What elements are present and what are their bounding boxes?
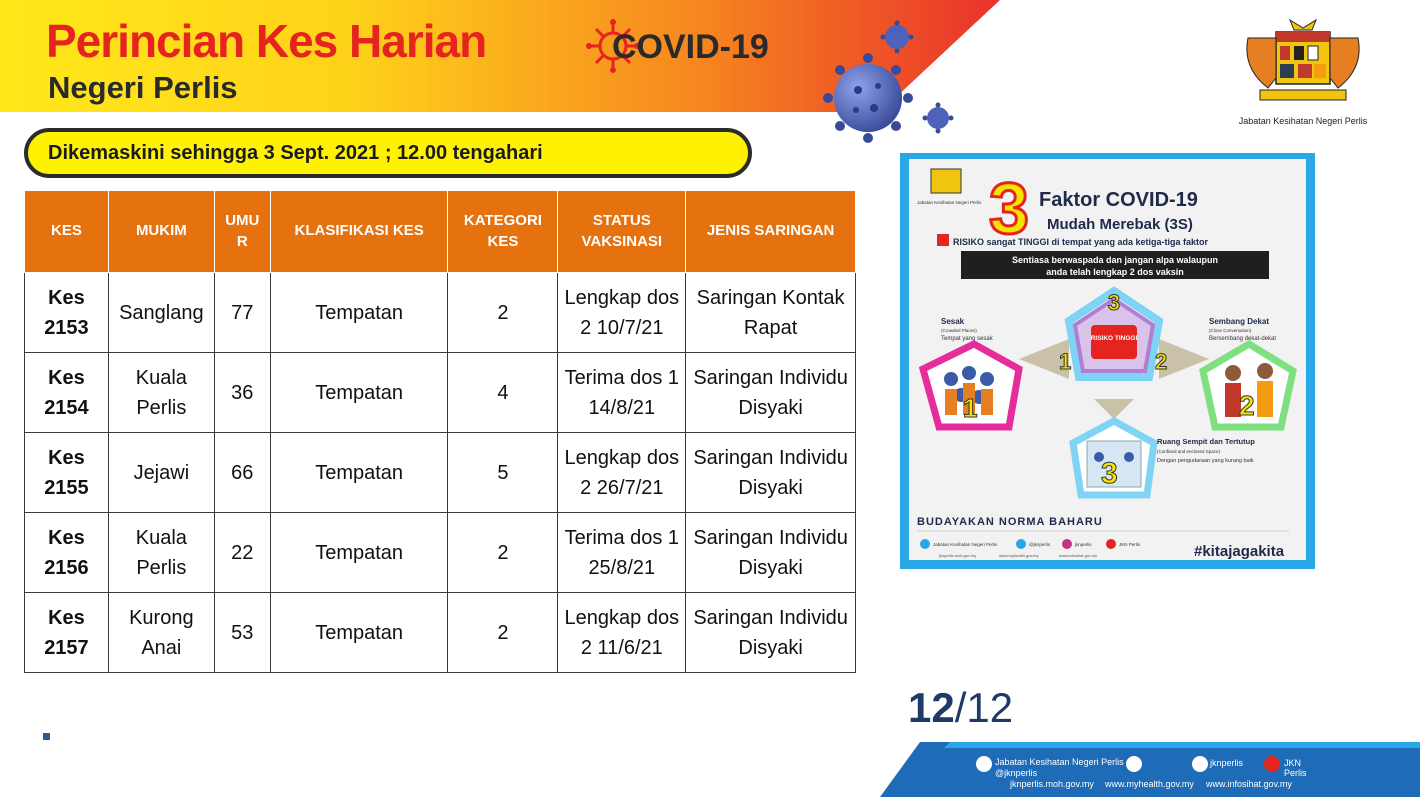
header-mukim: MUKIM bbox=[108, 191, 214, 273]
twitter-icon bbox=[1016, 539, 1026, 549]
factor3-title: Ruang Sempit dan Tertutup bbox=[1157, 437, 1255, 446]
infographic-website-1: jknperlis.moh.gov.my bbox=[939, 553, 977, 558]
3s-infographic bbox=[900, 153, 1315, 569]
crest-label: Jabatan Kesihatan Negeri Perlis bbox=[1238, 116, 1368, 126]
factor3-en: (Confined and enclosed Space) bbox=[1157, 449, 1221, 454]
facebook-icon bbox=[920, 539, 930, 549]
cell-umur: 66 bbox=[214, 433, 270, 513]
cell-vaksinasi: Lengkap dos 2 10/7/21 bbox=[558, 273, 686, 353]
factor2-title: Sembang Dekat bbox=[1209, 317, 1270, 326]
cell-mukim: Kurong Anai bbox=[108, 593, 214, 673]
page-separator: / bbox=[954, 684, 967, 731]
risk-block-icon bbox=[937, 234, 949, 246]
cell-mukim: Jejawi bbox=[108, 433, 214, 513]
header-jenis-saringan: JENIS SARINGAN bbox=[686, 191, 856, 273]
covid-label: COVID-19 bbox=[612, 28, 769, 66]
virus-particle-small-icon bbox=[880, 20, 914, 54]
infographic-warning-line2: anda telah lengkap 2 dos vaksin bbox=[1046, 267, 1184, 277]
header-status-vaksinasi: STATUS VAKSINASI bbox=[558, 191, 686, 273]
footer-website-1: jknperlis.moh.gov.my bbox=[1010, 779, 1094, 789]
virus-particle-large-icon bbox=[822, 52, 914, 144]
center-number-1: 1 bbox=[1059, 349, 1072, 374]
infographic-hashtag: #kitajagakita bbox=[1194, 543, 1285, 560]
infographic-website-2: www.myhealth.gov.my bbox=[999, 553, 1039, 558]
infographic-logo-label: Jabatan Kesihatan Negeri Perlis bbox=[917, 200, 982, 205]
center-label: RISIKO TINGGI bbox=[1090, 335, 1138, 342]
factor1-title: Sesak bbox=[941, 317, 965, 326]
daily-cases-table bbox=[24, 190, 856, 673]
cell-saringan: Saringan Kontak Rapat bbox=[686, 273, 856, 353]
cell-vaksinasi: Lengkap dos 2 11/6/21 bbox=[558, 593, 686, 673]
risk-tinggi-block bbox=[1091, 325, 1137, 359]
table-row bbox=[25, 513, 856, 593]
cell-saringan: Saringan Individu Disyaki bbox=[686, 433, 856, 513]
infographic-title-line2: Mudah Merebak (3S) bbox=[1047, 216, 1193, 233]
cell-umur: 77 bbox=[214, 273, 270, 353]
cell-saringan: Saringan Individu Disyaki bbox=[686, 593, 856, 673]
cell-klasifikasi: Tempatan bbox=[270, 433, 448, 513]
svg-text:3: 3 bbox=[1101, 457, 1118, 490]
factor3-desc: Dengan pengudaraan yang kurang baik bbox=[1157, 458, 1254, 464]
footer-twitter-icon bbox=[1126, 756, 1142, 772]
factor1-desc: Tempat yang sesak bbox=[941, 336, 993, 342]
header-kes: KES bbox=[25, 191, 109, 273]
page-total: 12 bbox=[966, 684, 1014, 731]
cell-mukim: Kuala Perlis bbox=[108, 353, 214, 433]
page-subtitle: Negeri Perlis bbox=[48, 70, 238, 105]
footer-youtube-icon bbox=[1264, 756, 1280, 772]
table-row bbox=[25, 433, 856, 513]
factor2-en: (Close Conversation) bbox=[1209, 328, 1252, 333]
cell-vaksinasi: Terima dos 1 25/8/21 bbox=[558, 513, 686, 593]
center-number-2: 2 bbox=[1155, 349, 1168, 374]
header-kategori-kes: KATEGORI KES bbox=[448, 191, 558, 273]
cell-klasifikasi: Tempatan bbox=[270, 273, 448, 353]
cell-kategori: 2 bbox=[448, 593, 558, 673]
cell-umur: 53 bbox=[214, 593, 270, 673]
table-row bbox=[25, 273, 856, 353]
infographic-big-number: 3 bbox=[989, 169, 1030, 249]
cell-kes: Kes 2156 bbox=[25, 513, 109, 593]
cell-kes: Kes 2154 bbox=[25, 353, 109, 433]
cell-kes: Kes 2157 bbox=[25, 593, 109, 673]
center-number-3: 3 bbox=[1107, 290, 1121, 315]
infographic-warning-line1: Sentiasa berwaspada dan jangan alpa walaupun bbox=[1011, 255, 1219, 265]
page-current: 12 bbox=[908, 684, 955, 731]
cell-saringan: Saringan Individu Disyaki bbox=[686, 513, 856, 593]
factor2-desc: Bersembang dekat-dekat bbox=[1209, 336, 1277, 342]
infographic-social-facebook: Jabatan Kesihatan Negeri Perlis bbox=[933, 542, 998, 547]
coat-of-arms-logo bbox=[1238, 18, 1368, 114]
infographic-social-twitter: @jknperlis bbox=[1029, 542, 1051, 547]
footer-website-2: www.myhealth.gov.my bbox=[1105, 779, 1194, 789]
cell-klasifikasi: Tempatan bbox=[270, 593, 448, 673]
cell-klasifikasi: Tempatan bbox=[270, 513, 448, 593]
infographic-social-youtube: JKN Perlis bbox=[1119, 542, 1141, 547]
header-umur: UMU R bbox=[214, 191, 270, 273]
svg-text:2: 2 bbox=[1239, 390, 1255, 421]
footer-social-youtube: JKN Perlis bbox=[1284, 758, 1307, 778]
table-row bbox=[25, 353, 856, 433]
cell-mukim: Sanglang bbox=[108, 273, 214, 353]
infographic-social-instagram: jknperlis bbox=[1075, 542, 1092, 547]
empty-bullet bbox=[43, 733, 50, 740]
cell-umur: 36 bbox=[214, 353, 270, 433]
youtube-icon bbox=[1106, 539, 1116, 549]
table-header-row bbox=[25, 191, 856, 273]
infographic-artwork bbox=[909, 159, 1306, 566]
factor1-en: (Crowded Places) bbox=[941, 328, 977, 333]
footer-instagram-icon bbox=[1192, 756, 1208, 772]
cell-klasifikasi: Tempatan bbox=[270, 353, 448, 433]
svg-text:1: 1 bbox=[963, 393, 978, 423]
page-counter bbox=[908, 684, 1013, 732]
infographic-slogan: BUDAYAKAN NORMA BAHARU bbox=[917, 516, 1103, 528]
cell-kes: Kes 2153 bbox=[25, 273, 109, 353]
cell-saringan: Saringan Individu Disyaki bbox=[686, 353, 856, 433]
page-title: Perincian Kes Harian bbox=[46, 15, 487, 67]
infographic-website-3: www.infosihat.gov.my bbox=[1059, 553, 1098, 558]
cell-vaksinasi: Lengkap dos 2 26/7/21 bbox=[558, 433, 686, 513]
instagram-icon bbox=[1062, 539, 1072, 549]
cell-kategori: 2 bbox=[448, 273, 558, 353]
cell-umur: 22 bbox=[214, 513, 270, 593]
header-klasifikasi-kes: KLASIFIKASI KES bbox=[270, 191, 448, 273]
cell-kategori: 4 bbox=[448, 353, 558, 433]
cell-kategori: 2 bbox=[448, 513, 558, 593]
infographic-crest-icon bbox=[931, 169, 961, 193]
footer-website-3: www.infosihat.gov.my bbox=[1206, 779, 1292, 789]
infographic-title-line1: Faktor COVID-19 bbox=[1039, 189, 1198, 211]
footer-facebook-icon bbox=[976, 756, 992, 772]
cell-mukim: Kuala Perlis bbox=[108, 513, 214, 593]
cell-kes: Kes 2155 bbox=[25, 433, 109, 513]
footer-social-instagram: jknperlis bbox=[1210, 758, 1244, 768]
footer-social-twitter: @jknperlis bbox=[995, 768, 1038, 778]
table-row bbox=[25, 593, 856, 673]
cell-vaksinasi: Terima dos 1 14/8/21 bbox=[558, 353, 686, 433]
virus-particle-tiny-icon bbox=[922, 102, 954, 134]
update-timestamp: Dikemaskini sehingga 3 Sept. 2021 ; 12.00 tengahari bbox=[24, 128, 752, 178]
footer-social-facebook: Jabatan Kesihatan Negeri Perlis bbox=[995, 757, 1124, 767]
arrow-down-icon bbox=[1094, 399, 1134, 419]
cell-kategori: 5 bbox=[448, 433, 558, 513]
infographic-risk-line: RISIKO sangat TINGGI di tempat yang ada ketiga-tiga faktor bbox=[953, 237, 1209, 247]
